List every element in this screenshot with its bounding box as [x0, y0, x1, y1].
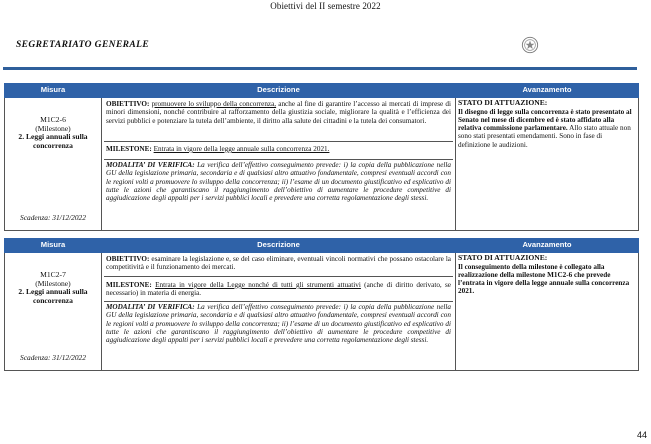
table-row	[5, 253, 639, 371]
page-number: 44	[636, 430, 647, 440]
descrizione-cell	[102, 98, 456, 231]
modalita-block	[104, 160, 453, 204]
obiettivo-label: OBIETTIVO:	[106, 100, 150, 108]
modalita-text: La verifica dell’effettivo conseguimento prevede: i) la copia della pubblicazione nella GU della legislazione primaria, secondaria e di qualsiasi altro attuativo fondamentale, compresi eventuali accordi con le regioni volti a promuovere lo sviluppo della concorrenza; ii) l’esame di un documento giustificativo ed esplicativo di tutte le azioni che garantiscano il raggiungimento dell’obiettivo di aumentare le procedure competitive di aggiudicazione degli appalti per i servizi pubblici locali e prevedere una corretta regolamentazione degli stessi.	[106, 161, 452, 203]
table-row	[5, 98, 639, 231]
obiettivo-text: esaminare la legislazione e, se del caso eliminare, eventuali vincoli normativi che possano ostacolare la competitività e il funzionamento dei mercati.	[106, 255, 451, 272]
misura-cell	[5, 98, 102, 231]
measure-table-1	[4, 83, 639, 231]
modalita-label: MODALITA’ DI VERIFICA:	[106, 303, 195, 311]
milestone-label: MILESTONE:	[106, 281, 152, 289]
modalita-block	[104, 302, 453, 346]
obiettivo-underlined: promuovere lo sviluppo della concorrenza,	[151, 100, 277, 108]
obiettivo-label: OBIETTIVO:	[106, 255, 150, 263]
milestone-block	[104, 142, 453, 160]
column-header-descrizione: Descrizione	[102, 239, 456, 253]
column-header-avanzamento: Avanzamento	[456, 84, 639, 98]
stato-text: Allo stato attuale non sono stati presentati emendamenti. Sono in fase di definizione le audizioni.	[458, 124, 631, 149]
measure-code: M1C2-7	[40, 270, 66, 279]
measure-deadline: Scadenza: 31/12/2022	[20, 212, 86, 222]
measure-name: 2. Leggi annuali sulla concorrenza	[18, 132, 88, 150]
modalita-label: MODALITA’ DI VERIFICA:	[106, 161, 195, 169]
milestone-text: Entrata in vigore della Legge nonché di tutti gli strumenti attuativi	[155, 281, 361, 289]
avanzamento-cell	[456, 98, 639, 231]
misura-cell	[5, 253, 102, 371]
column-header-avanzamento: Avanzamento	[456, 239, 639, 253]
italian-republic-emblem-icon	[521, 36, 539, 54]
obiettivo-block	[104, 254, 453, 277]
obiettivo-block	[104, 99, 453, 142]
milestone-tail: (anche di diritto derivato, se necessario) in materia di energia.	[106, 281, 451, 298]
milestone-text: Entrata in vigore della legge annuale sulla concorrenza 2021.	[153, 145, 330, 153]
stato-bold-text: Il disegno di legge sulla concorrenza è stato presentato al Senato nel mese di dicembre ed è stato affidato alla relativa commissione parlamentare.	[458, 107, 632, 133]
measure-name: 2. Leggi annuali sulla concorrenza	[18, 287, 88, 305]
descrizione-cell	[102, 253, 456, 371]
column-header-descrizione: Descrizione	[102, 84, 456, 98]
stato-bold-text: Il conseguimento della milestone è collegato alla realizzazione della milestone M1C2-6 che prevede l’entrata in vigore della legge annuale sulla concorrenza 2021.	[458, 262, 630, 296]
column-header-misura: Misura	[5, 84, 102, 98]
stato-label: STATO DI ATTUAZIONE:	[458, 98, 548, 107]
milestone-label: MILESTONE:	[106, 145, 152, 153]
measure-table-2	[4, 238, 639, 371]
measure-type: (Milestone)	[35, 278, 71, 288]
section-title: SEGRETARIATO GENERALE	[16, 40, 150, 50]
measure-deadline: Scadenza: 31/12/2022	[20, 352, 86, 362]
column-header-misura: Misura	[5, 239, 102, 253]
obiettivo-text: anche al fine di garantire l’accesso ai mercati di imprese di minori dimensioni, nonché contribuire al rafforzamento della giustizia sociale, migliorare la qualità e l’efficienza dei servizi pubblici e potenziare la tutela dell’ambiente, il diritto alla salute dei cittadini e la tutela dei consumatori.	[106, 100, 451, 125]
header-rule	[3, 67, 637, 70]
measure-type: (Milestone)	[35, 123, 71, 133]
stato-label: STATO DI ATTUAZIONE:	[458, 253, 548, 262]
measure-code: M1C2-6	[40, 115, 66, 124]
milestone-block	[104, 277, 453, 302]
page-title: Obiettivi del II semestre 2022	[270, 1, 381, 11]
avanzamento-cell	[456, 253, 639, 371]
modalita-text: La verifica dell’effettivo conseguimento prevede: i) la copia della pubblicazione nella GU della legislazione primaria, secondaria e di qualsiasi altro attuativo fondamentale, compresi eventuali accordi con le regioni volti a promuovere lo sviluppo della concorrenza; ii) l’esame di un documento giustificativo ed esplicativo di tutte le azioni che garantiscano il raggiungimento dell’obiettivo di aumentare le procedure competitive di aggiudicazione degli appalti per i servizi pubblici locali e prevedere una corretta regolamentazione degli stessi.	[106, 303, 452, 345]
